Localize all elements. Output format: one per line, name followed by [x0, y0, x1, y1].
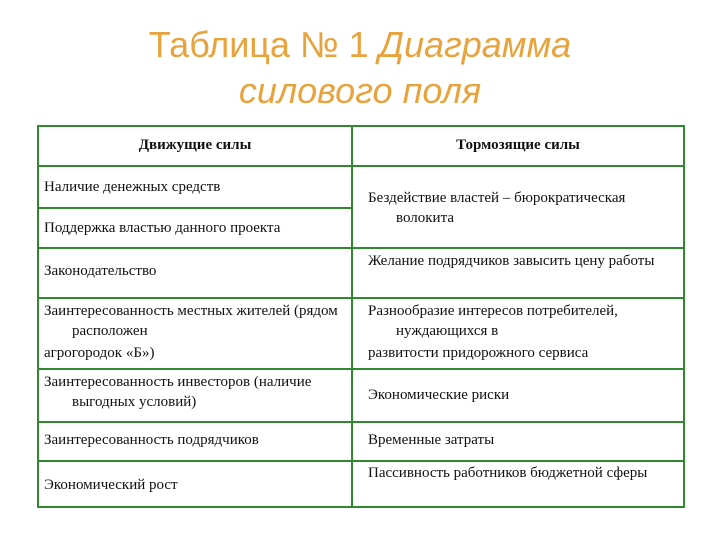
driving-force-item: Экономический рост: [44, 477, 178, 493]
restraining-force-item: Временные затраты: [368, 432, 495, 448]
row-divider: [39, 247, 683, 249]
row-divider: [39, 421, 683, 423]
row-divider: [39, 165, 683, 167]
driving-force-item: Законодательство: [44, 263, 157, 279]
restraining-force-item: Разнообразие интересов потребителей, нуждающихся в: [368, 303, 618, 339]
force-field-table: [37, 125, 685, 508]
title-part1: Таблица № 1: [148, 24, 379, 65]
restraining-force-item: Бездействие властей – бюрократическая волокита: [368, 190, 626, 226]
header-driving-forces: Движущие силы: [138, 137, 252, 153]
driving-force-item: Заинтересованность подрядчиков: [44, 432, 259, 448]
title-part2: Диаграмма: [378, 24, 572, 65]
restraining-force-item: развитости придорожного сервиса: [368, 345, 589, 361]
row-divider: [39, 368, 683, 370]
column-divider: [351, 127, 353, 506]
restraining-force-item: Пассивность работников бюджетной сферы: [368, 465, 648, 481]
driving-force-item: агрогородок «Б»): [44, 345, 155, 361]
slide-title: [0, 22, 720, 114]
driving-force-item: Поддержка властью данного проекта: [44, 220, 281, 236]
driving-force-item: Заинтересованность местных жителей (рядом расположен: [44, 303, 338, 339]
driving-force-item: Наличие денежных средств: [44, 179, 221, 195]
restraining-force-item: Экономические риски: [368, 387, 510, 403]
driving-force-item: Заинтересованность инвесторов (наличие выгодных условий): [44, 374, 312, 410]
header-restraining-forces: Тормозящие силы: [456, 137, 580, 153]
title-line2: силового поля: [238, 70, 482, 111]
restraining-force-item: Желание подрядчиков завысить цену работы: [368, 253, 655, 269]
row-divider: [39, 460, 683, 462]
row-divider: [39, 297, 683, 299]
row-divider: [39, 207, 351, 209]
